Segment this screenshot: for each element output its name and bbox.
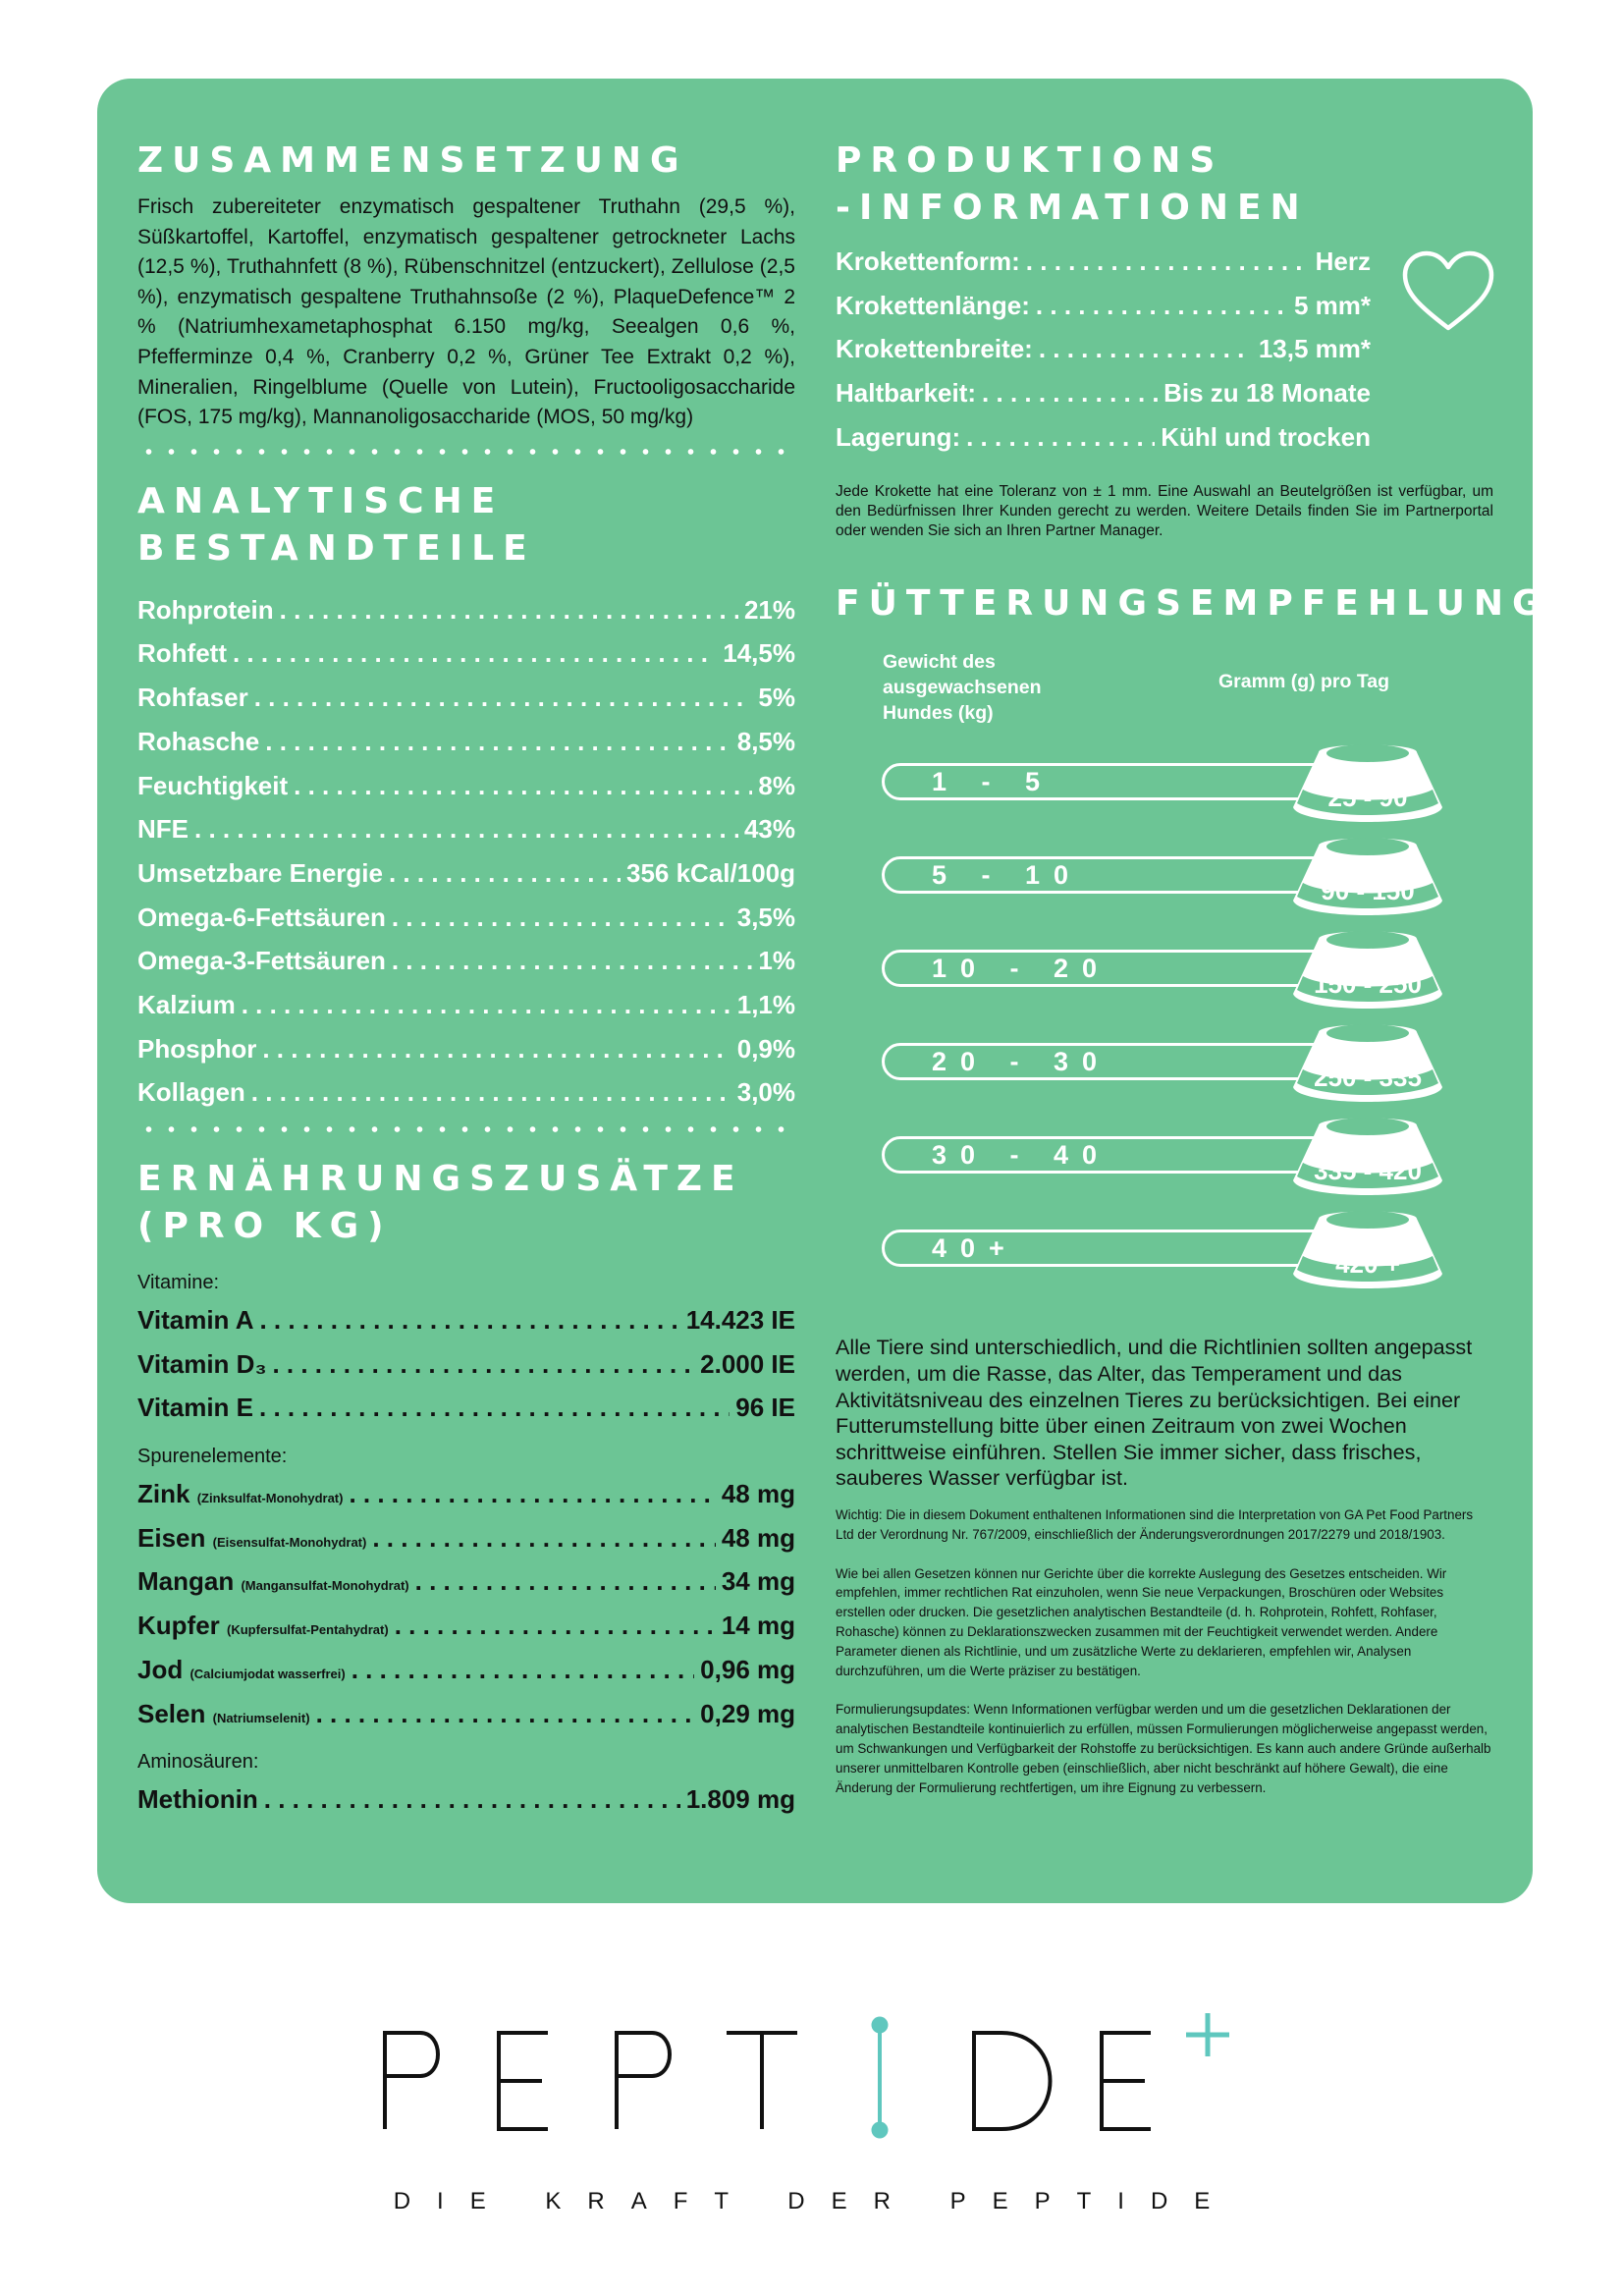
- row-value: 14 mg: [721, 1611, 795, 1641]
- production-row: [836, 327, 1371, 371]
- row-label: Feuchtigkeit: [137, 770, 289, 800]
- peptide-logo: [373, 2013, 1257, 2141]
- production-row: [836, 371, 1371, 415]
- analytical-row: [137, 676, 795, 720]
- trace-row: [137, 1692, 795, 1736]
- dot-leader: [1036, 284, 1288, 328]
- row-label: Krokettenlänge:: [836, 290, 1030, 320]
- additives-title: ERNÄHRUNGSZUSÄTZE (PRO KG): [137, 1159, 744, 1246]
- row-label: Omega-6-Fettsäuren: [137, 902, 386, 932]
- dot-leader: [294, 764, 752, 808]
- grams-column-header: Gramm (g) pro Tag: [1218, 671, 1390, 693]
- heart-icon: [1400, 249, 1496, 334]
- row-sublabel: (Eisensulfat-Monohydrat): [212, 1534, 367, 1550]
- row-value: 0,29 mg: [700, 1698, 795, 1728]
- vitamin-row: [137, 1386, 795, 1430]
- weight-range: 1 - 5: [932, 767, 1055, 797]
- dot-leader: [272, 1342, 694, 1387]
- row-label: Methionin: [137, 1784, 258, 1815]
- grams-value: 420 +: [1335, 1249, 1400, 1280]
- amino-row: [137, 1777, 795, 1822]
- row-value: 5%: [758, 683, 795, 713]
- analytical-row: [137, 764, 795, 808]
- composition-title: ZUSAMMENSETZUNG: [137, 140, 688, 181]
- legal-note-1: Wichtig: Die in diesem Dokument enthaltenen Informationen sind die Interpretation von GA Pet Food Partners Ltd der Verordnung Nr. 767/2009, einschließlich der Änderungsverordnungen 2017/2279 und 2018/1903.: [836, 1507, 1474, 1542]
- analytical-title: ANALYTISCHE BESTANDTEILE: [137, 480, 536, 569]
- composition-text: Frisch zubereiteter enzymatisch gespaltener Truthahn (29,5 %), Süßkartoffel, Kartoffel, enzymatisch gespaltener getrockneter Lachs (12,5 %), Truthahnfett (8 %), Rübenschnitzel (entzuckert), Zellulose (2,5 %), enzymatisch gespaltene Truthahnsoße (2 %), PlaqueDefence™ 2 % (Natriumhexametaphosphat 6.150 mg/kg, Seealgen 0,6 %, Pfefferminze 0,4 %, Cranberry 0,2 %, Grüner Tee Extrakt 0,2 %), Mineralien, Ringelblume (Quelle von Lutein), Fructooligosaccharide (FOS, 175 mg/kg), Mannanoligosaccharide (MOS, 50 mg/kg): [137, 195, 795, 429]
- analytical-row: [137, 807, 795, 851]
- analytical-row: [137, 896, 795, 940]
- dot-leader: [372, 1516, 716, 1560]
- dot-leader: [280, 588, 738, 632]
- analytical-row: [137, 720, 795, 764]
- dot-leader: [352, 1648, 694, 1692]
- analytical-row: [137, 588, 795, 632]
- trace-row: [137, 1516, 795, 1560]
- dot-leader: [242, 983, 731, 1027]
- production-row: [836, 415, 1371, 460]
- analytical-row: [137, 983, 795, 1027]
- dot-leader: [251, 1070, 731, 1115]
- dot-leader: [392, 939, 753, 983]
- row-sublabel: (Calciumjodat wasserfrei): [189, 1666, 346, 1681]
- weight-column-header: Gewicht des ausgewachsenen Hundes (kg): [883, 651, 1042, 725]
- weight-range: 5 - 10: [932, 860, 1083, 891]
- feeding-table: [836, 757, 1493, 1317]
- row-value: 14.423 IE: [685, 1305, 795, 1335]
- row-sublabel: (Natriumselenit): [212, 1710, 310, 1725]
- dot-leader: [1039, 327, 1253, 371]
- weight-range: 40+: [932, 1233, 1018, 1264]
- row-value: 21%: [743, 594, 795, 625]
- legal-note-3: Formulierungsupdates: Wenn Informationen verfügbar werden und um die gesetzlichen Deklarationen der analytischen Bestandteile kontinuierlich zu erfüllen, müssen Formulierungen möglicherweise angepasst werden, um Schwankungen und Verfügbarkeit der Rohstoffe zu berücksichtigen. Es kann auch andere Gründe außerhalb unserer unmittelbaren Kontrolle geben (einschließlich, aber nicht beschränkt auf höhere Gewalt), die eine Änderung der Formulierung rechtfertigen, um ihre Eignung zu verbessern.: [836, 1702, 1491, 1795]
- analytical-row: [137, 631, 795, 676]
- row-label: Rohprotein: [137, 594, 274, 625]
- row-label: Vitamin E: [137, 1393, 254, 1423]
- row-value: Herz: [1315, 246, 1371, 276]
- amino-list: [137, 1777, 795, 1822]
- production-row: [836, 240, 1371, 284]
- dot-leader: [395, 1604, 716, 1648]
- row-sublabel: (Kupfersulfat-Pentahydrat): [227, 1622, 389, 1638]
- row-label: Umsetzbare Energie: [137, 857, 383, 888]
- vitamins-label: Vitamine:: [137, 1272, 220, 1293]
- row-label: Lagerung:: [836, 421, 961, 452]
- row-value: 3,0%: [736, 1077, 795, 1108]
- row-value: 3,5%: [736, 902, 795, 932]
- trace-list: [137, 1472, 795, 1735]
- row-value: 14,5%: [723, 638, 795, 669]
- dot-leader: [1026, 240, 1310, 284]
- row-label: Krokettenform:: [836, 246, 1020, 276]
- row-label: Haltbarkeit:: [836, 378, 977, 409]
- dotted-divider: [137, 447, 795, 457]
- row-sublabel: (Zinksulfat-Monohydrat): [196, 1491, 344, 1506]
- row-label: Kupfer (Kupfersulfat-Pentahydrat): [137, 1611, 389, 1641]
- trace-row: [137, 1648, 795, 1692]
- dot-leader: [389, 851, 621, 896]
- production-list: [836, 240, 1371, 459]
- right-column: [836, 137, 1550, 1817]
- row-sublabel: (Mangansulfat-Monohydrat): [241, 1578, 409, 1594]
- row-value: 96 IE: [735, 1393, 795, 1423]
- row-label: Rohasche: [137, 726, 260, 756]
- dot-leader: [233, 631, 717, 676]
- production-title: PRODUKTIONS -INFORMATIONEN: [836, 140, 1309, 228]
- dot-leader: [259, 1386, 730, 1430]
- grams-value: 90 - 150: [1321, 876, 1415, 906]
- production-row: [836, 284, 1371, 328]
- analytical-row: [137, 1070, 795, 1115]
- grams-value: 250 - 335: [1314, 1063, 1422, 1093]
- row-value: 1,1%: [736, 989, 795, 1019]
- row-label: Omega-3-Fettsäuren: [137, 946, 386, 976]
- trace-row: [137, 1604, 795, 1648]
- analytical-row: [137, 1027, 795, 1071]
- feeding-row: [836, 1224, 1493, 1317]
- weight-range: 20 - 30: [932, 1047, 1111, 1077]
- analytical-row: [137, 939, 795, 983]
- row-value: 5 mm*: [1293, 290, 1371, 320]
- production-note: Jede Krokette hat eine Toleranz von ± 1 mm. Eine Auswahl an Beutelgrößen ist verfügbar, um den Bedürfnissen Ihrer Kunden gerecht zu werden. Weitere Details finden Sie im Partnerportal oder wenden Sie sich an Ihren Partner Manager.: [836, 483, 1493, 540]
- analytical-list: [137, 588, 795, 1115]
- dot-leader: [982, 371, 1158, 415]
- row-value: 48 mg: [721, 1522, 795, 1553]
- vitamin-row: [137, 1342, 795, 1387]
- row-label: Eisen (Eisensulfat-Monohydrat): [137, 1522, 367, 1553]
- dot-leader: [392, 896, 731, 940]
- feeding-guidance: Alle Tiere sind unterschiedlich, und die Richtlinien sollten angepasst werden, um die Rasse, das Alter, das Temperament und das Aktivitätsniveau des einzelnen Tieres zu berücksichtigen. Bei einer Futterumstellung bitte über einen Zeitraum von zwei Wochen schrittweise einführen. Stellen Sie immer sicher, dass frisches, sauberes Wasser verfügbar ist.: [836, 1335, 1473, 1491]
- weight-range: 10 - 20: [932, 954, 1111, 984]
- dot-leader: [194, 807, 738, 851]
- row-label: Rohfett: [137, 638, 227, 669]
- vitamin-list: [137, 1298, 795, 1430]
- row-value: 0,9%: [736, 1033, 795, 1064]
- row-value: 48 mg: [721, 1479, 795, 1509]
- dotted-divider: [137, 1124, 795, 1134]
- amino-label: Aminosäuren:: [137, 1751, 259, 1774]
- row-label: Rohfaser: [137, 683, 248, 713]
- row-label: Kollagen: [137, 1077, 245, 1108]
- row-value: 8%: [758, 770, 795, 800]
- row-label: NFE: [137, 814, 189, 845]
- row-value: 34 mg: [721, 1566, 795, 1597]
- dot-leader: [316, 1692, 695, 1736]
- vitamin-row: [137, 1298, 795, 1342]
- row-label: Vitamin A: [137, 1305, 254, 1335]
- legal-note-2: Wie bei allen Gesetzen können nur Gerichte über die korrekte Auslegung des Gesetzes entscheiden. Wir empfehlen, immer rechtlichen Rat einzuholen, wenn Sie neue Verpackungen, Broschüren oder Websites erstellen oder drucken. Die gesetzlichen analytischen Bestandteile (d. h. Rohprotein, Rohfett, Rohfaser, Rohasche) können zu Deklarationszwecken zusammen mit der Feuchtigkeit verwendet werden. Andere Parameter dienen als Richtlinie, und um zusätzliche Werte zu deklarieren, empfehlen wir, Analysen durchzuführen, um die Werte präziser zu bestätigen.: [836, 1565, 1447, 1678]
- grams-value: 335 - 420: [1314, 1156, 1422, 1186]
- row-value: 356 kCal/100g: [625, 857, 795, 888]
- weight-range: 30 - 40: [932, 1140, 1111, 1171]
- row-value: 43%: [743, 814, 795, 845]
- row-label: Phosphor: [137, 1033, 257, 1064]
- trace-label: Spurenelemente:: [137, 1446, 288, 1468]
- dot-leader: [262, 1027, 730, 1071]
- dot-leader: [966, 415, 1155, 460]
- dot-leader: [254, 676, 753, 720]
- grams-value: 25 - 90: [1327, 783, 1408, 813]
- dot-leader: [415, 1559, 716, 1604]
- row-label: Selen (Natriumselenit): [137, 1698, 310, 1728]
- row-label: Vitamin D₃: [137, 1348, 267, 1379]
- row-value: 0,96 mg: [700, 1654, 795, 1684]
- row-value: Kühl und trocken: [1161, 421, 1371, 452]
- row-value: 8,5%: [736, 726, 795, 756]
- brand-tagline: DIE KRAFT DER PEPTIDE: [393, 2188, 1237, 2214]
- dot-leader: [264, 1777, 680, 1822]
- row-value: 2.000 IE: [700, 1348, 795, 1379]
- dot-leader: [259, 1298, 679, 1342]
- row-label: Jod (Calciumjodat wasserfrei): [137, 1654, 346, 1684]
- dot-leader: [349, 1472, 715, 1516]
- row-value: 13,5 mm*: [1258, 334, 1371, 364]
- row-label: Zink (Zinksulfat-Monohydrat): [137, 1479, 344, 1509]
- trace-row: [137, 1559, 795, 1604]
- row-label: Kalzium: [137, 989, 236, 1019]
- grams-value: 150 - 250: [1314, 969, 1422, 1000]
- row-label: Mangan (Mangansulfat-Monohydrat): [137, 1566, 409, 1597]
- row-value: Bis zu 18 Monate: [1163, 378, 1371, 409]
- left-column: [137, 137, 795, 1822]
- row-value: 1%: [758, 946, 795, 976]
- analytical-row: [137, 851, 795, 896]
- dot-leader: [265, 720, 730, 764]
- feeding-title: FÜTTERUNGSEMPFEHLUNG: [836, 583, 1550, 625]
- row-label: Krokettenbreite:: [836, 334, 1033, 364]
- trace-row: [137, 1472, 795, 1516]
- row-value: 1.809 mg: [685, 1784, 795, 1815]
